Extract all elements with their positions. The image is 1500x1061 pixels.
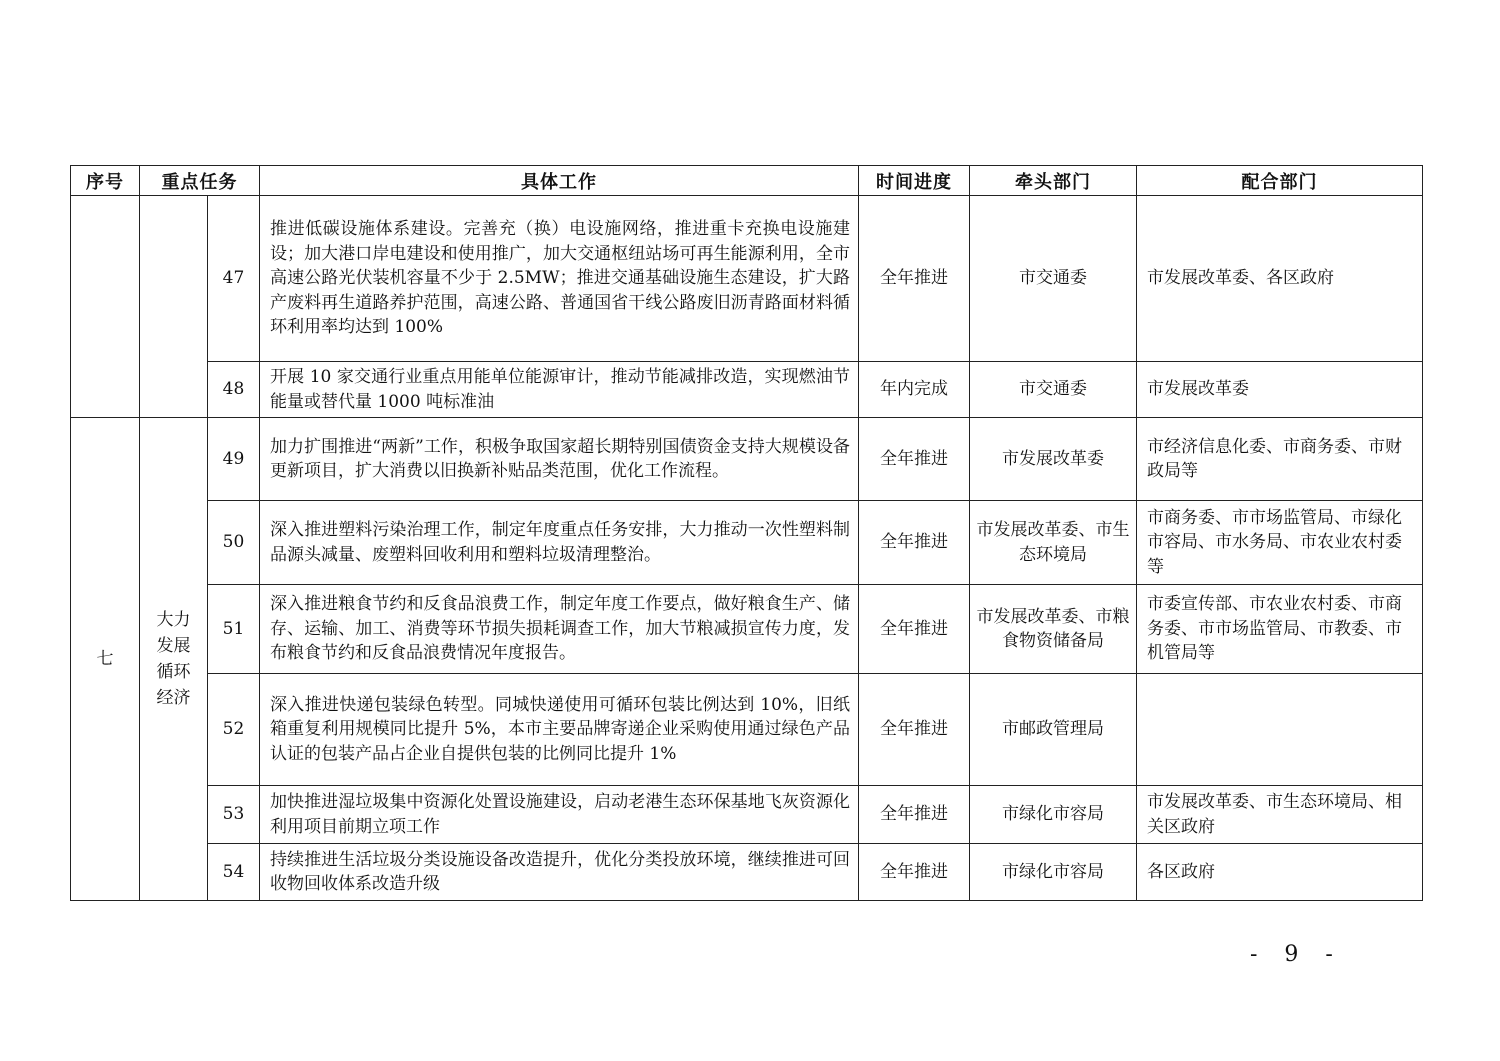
table-tail: [71, 901, 1423, 902]
row-cooperation: 市发展改革委、市生态环境局、相关区政府: [1137, 786, 1423, 844]
page-number: - 9 -: [1250, 942, 1343, 967]
table-tail-right: [208, 901, 1423, 902]
table-row: [71, 786, 1423, 844]
table-row: [71, 501, 1423, 585]
row-schedule: 年内完成: [859, 362, 970, 418]
row-number: 52: [208, 674, 260, 786]
row-lead: 市交通委: [970, 196, 1137, 362]
header-cooperating-departments: 配合部门: [1137, 166, 1423, 196]
row-schedule: 全年推进: [859, 501, 970, 585]
task-cell-previous: [140, 196, 208, 418]
row-lead: 市发展改革委、市生态环境局: [970, 501, 1137, 585]
row-work: 深入推进快递包装绿色转型。同城快递使用可循环包装比例达到 10%，旧纸箱重复利用规模同比提升 5%，本市主要品牌寄递企业采购使用通过绿色产品认证的包装产品占企业自提供包装的比例同比提升 1%: [260, 674, 859, 786]
table-row: [71, 196, 1423, 362]
row-cooperation: 市委宣传部、市农业农村委、市商务委、市市场监管局、市教委、市机管局等: [1137, 585, 1423, 674]
row-number: 54: [208, 844, 260, 901]
row-number: 48: [208, 362, 260, 418]
table-row: [71, 674, 1423, 786]
row-work: 深入推进塑料污染治理工作，制定年度重点任务安排，大力推动一次性塑料制品源头减量、废塑料回收利用和塑料垃圾清理整治。: [260, 501, 859, 585]
header-key-task: 重点任务: [140, 166, 260, 196]
table-row: [71, 844, 1423, 901]
row-number: 49: [208, 418, 260, 501]
row-number: 53: [208, 786, 260, 844]
task-table: [70, 165, 1423, 901]
row-work: 开展 10 家交通行业重点用能单位能源审计，推动节能减排改造，实现燃油节能量或替代量 1000 吨标准油: [260, 362, 859, 418]
table-row: [71, 418, 1423, 501]
row-schedule: 全年推进: [859, 418, 970, 501]
section-number: 七: [71, 418, 140, 901]
row-work: 加快推进湿垃圾集中资源化处置设施建设，启动老港生态环保基地飞灰资源化利用项目前期立项工作: [260, 786, 859, 844]
row-cooperation: 市发展改革委: [1137, 362, 1423, 418]
row-lead: 市交通委: [970, 362, 1137, 418]
row-schedule: 全年推进: [859, 585, 970, 674]
row-lead: 市绿化市容局: [970, 844, 1137, 901]
row-cooperation: [1137, 674, 1423, 786]
row-work: 深入推进粮食节约和反食品浪费工作，制定年度工作要点，做好粮食生产、储存、运输、加工、消费等环节损失损耗调查工作，加大节粮减损宣传力度，发布粮食节约和反食品浪费情况年度报告。: [260, 585, 859, 674]
row-cooperation: 市商务委、市市场监管局、市绿化市容局、市水务局、市农业农村委等: [1137, 501, 1423, 585]
header-serial: 序号: [71, 166, 140, 196]
row-schedule: 全年推进: [859, 674, 970, 786]
table-header-row: [71, 166, 1423, 196]
row-work: 加力扩围推进“两新”工作，积极争取国家超长期特别国债资金支持大规模设备更新项目，扩大消费以旧换新补贴品类范围，优化工作流程。: [260, 418, 859, 501]
row-schedule: 全年推进: [859, 196, 970, 362]
table-row: [71, 585, 1423, 674]
row-cooperation: 市经济信息化委、市商务委、市财政局等: [1137, 418, 1423, 501]
section-task-cell: [140, 418, 208, 901]
row-cooperation: 各区政府: [1137, 844, 1423, 901]
row-work: 持续推进生活垃圾分类设施设备改造提升，优化分类投放环境，继续推进可回收物回收体系改造升级: [260, 844, 859, 901]
row-work: 推进低碳设施体系建设。完善充（换）电设施网络，推进重卡充换电设施建设；加大港口岸电建设和使用推广，加大交通枢纽站场可再生能源利用，全市高速公路光伏装机容量不少于 2.5MW；推进交通基础设施生态建设，扩大路产废料再生道路养护范围，高速公路、普通国省干线公路废旧沥青路面材料循环利用率均达到 100%: [260, 196, 859, 362]
table-tail-left: [71, 901, 208, 902]
section-task: 大力发展循环经济: [156, 610, 191, 708]
row-number: 50: [208, 501, 260, 585]
table-row: [71, 362, 1423, 418]
header-schedule: 时间进度: [859, 166, 970, 196]
section-cell-previous: [71, 196, 140, 418]
row-lead: 市发展改革委、市粮食物资储备局: [970, 585, 1137, 674]
header-specific-work: 具体工作: [260, 166, 859, 196]
row-schedule: 全年推进: [859, 844, 970, 901]
row-lead: 市发展改革委: [970, 418, 1137, 501]
row-number: 51: [208, 585, 260, 674]
row-schedule: 全年推进: [859, 786, 970, 844]
row-cooperation: 市发展改革委、各区政府: [1137, 196, 1423, 362]
header-lead-department: 牵头部门: [970, 166, 1137, 196]
row-number: 47: [208, 196, 260, 362]
row-lead: 市绿化市容局: [970, 786, 1137, 844]
row-lead: 市邮政管理局: [970, 674, 1137, 786]
